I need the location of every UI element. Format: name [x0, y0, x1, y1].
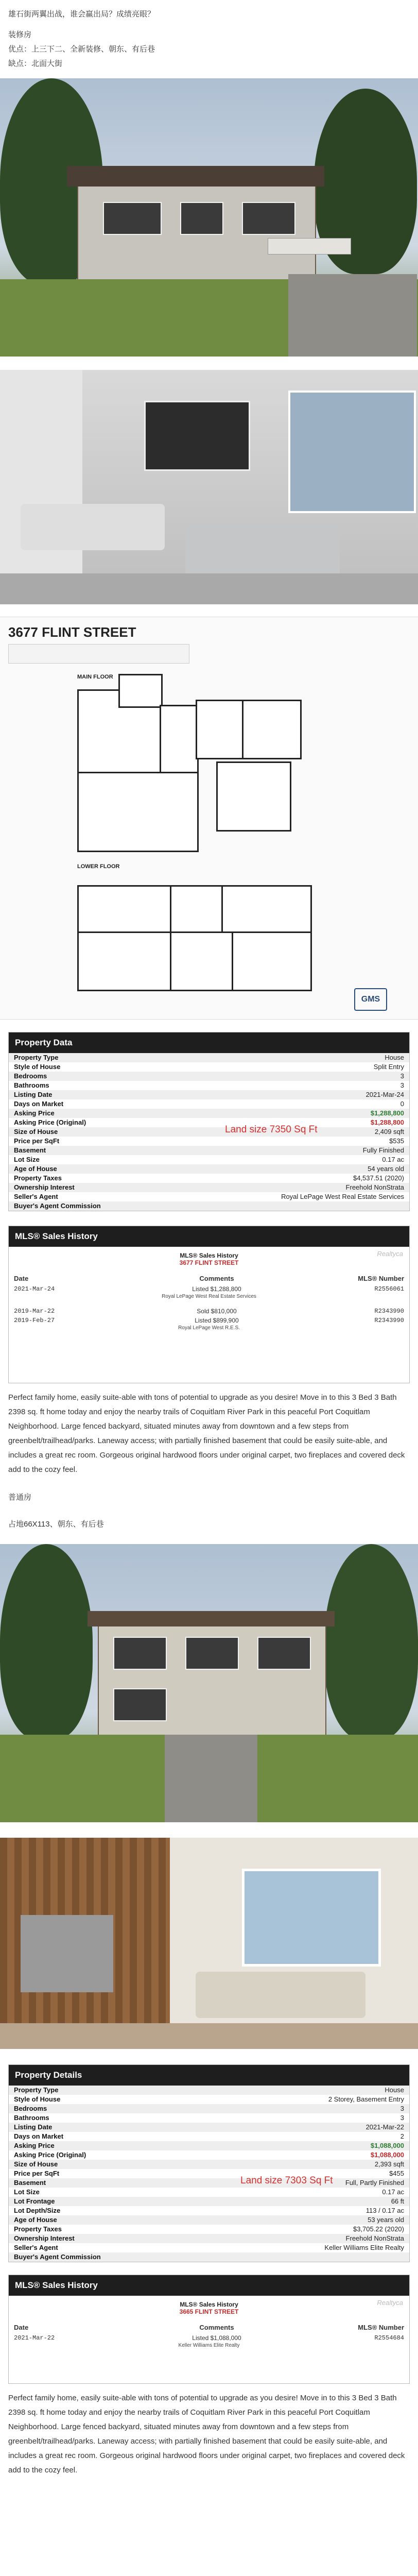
- renovated-pros: 优点：上三下二、全新装修、朝东、有后巷: [8, 45, 155, 54]
- col-comments-b: Comments: [199, 2324, 234, 2331]
- property-row: [9, 1118, 409, 1127]
- normal-house-section: [0, 1490, 418, 1532]
- property-key: Listing Date: [14, 2123, 53, 2131]
- floor-plan-address: 3677 FLINT STREET: [8, 624, 136, 640]
- interior-photo-normal: [0, 1838, 418, 2049]
- property-key: Asking Price (Original): [14, 1118, 86, 1126]
- main-floor-label: MAIN FLOOR: [77, 674, 113, 680]
- property-key: Buyer's Agent Commission: [14, 2253, 101, 2261]
- property-value: $1,088,000: [370, 2151, 404, 2159]
- property-value: Fully Finished: [362, 1146, 404, 1154]
- property-key: Basement: [14, 2179, 46, 2187]
- listing-description-b: Perfect family home, easily suite-able with tons of potential to upgrade as you desire! Move in to this 3 Bed 3 Bath 2398 sq. ft home today and enjoy the nearby trails of Coquitlam River Park in this peaceful Port Coquitlam Neighborhood. Large fenced backyard, situated minutes away from downtown and a few steps from greenbelt/trailhead/parks. Laneway access; with partially finished basement that could be easily suite-able, and includes a great rec room. Gorgeous original hardwood floors under original carpet, two fireplaces and covered deck add to the cozy feel.: [8, 2394, 405, 2475]
- area-summary-table: [8, 644, 189, 664]
- property-key: Price per SqFt: [14, 2170, 60, 2177]
- property-key: Seller's Agent: [14, 2244, 58, 2251]
- history-date: 2021-Mar-22: [14, 2334, 55, 2342]
- property-value: $1,088,000: [370, 2142, 404, 2149]
- property-value: 3: [400, 1072, 404, 1080]
- property-key: Bedrooms: [14, 1072, 47, 1080]
- listing-description: Perfect family home, easily suite-able with tons of potential to upgrade as you desire! Move in to this 3 Bed 3 Bath 2398 sq. ft home today and enjoy the nearby trails of Coquitlam River Park in this peaceful Port Coquitlam Neighborhood. Large fenced backyard, situated minutes away from downtown and a few steps from greenbelt/trailhead/parks. Laneway access; with partially finished basement that could be easily suite-able, and includes a great rec room. Gorgeous original hardwood floors under original carpet, two fireplaces and covered deck add to the cozy feel.: [8, 1393, 405, 1474]
- property-row: [9, 1192, 409, 1201]
- property-key: Seller's Agent: [14, 1193, 58, 1200]
- property-key: Ownership Interest: [14, 2234, 75, 2242]
- history-comment: Listed $1,288,800: [192, 1285, 241, 1293]
- property-key: Asking Price: [14, 2142, 55, 2149]
- property-row: [9, 2243, 409, 2252]
- property-row: [9, 2095, 409, 2104]
- description-b: [0, 2391, 418, 2478]
- col-date-b: Date: [14, 2324, 29, 2331]
- property-value: 3: [400, 2105, 404, 2112]
- property-value: $535: [389, 1137, 404, 1145]
- property-row: [9, 1183, 409, 1192]
- history-agent: Royal LePage West Real Estate Services: [162, 1294, 256, 1299]
- property-row: [9, 1155, 409, 1164]
- property-value: Freehold NonStrata: [345, 1183, 404, 1191]
- property-key: Days on Market: [14, 1100, 64, 1108]
- property-key: Property Taxes: [14, 1174, 62, 1182]
- property-row: [9, 1072, 409, 1081]
- property-key: Bathrooms: [14, 1081, 49, 1089]
- property-row: [9, 2178, 409, 2188]
- property-key: Asking Price: [14, 1109, 55, 1117]
- history-mls-number: R2554684: [374, 2334, 404, 2342]
- property-key: Bedrooms: [14, 2105, 47, 2112]
- property-key: Days on Market: [14, 2132, 64, 2140]
- history-mls-number: R2343990: [374, 1308, 404, 1315]
- property-key: Property Type: [14, 1054, 59, 1061]
- property-key: Age of House: [14, 2216, 57, 2224]
- property-value: Keller Williams Elite Realty: [324, 2244, 404, 2251]
- property-row: [9, 2197, 409, 2206]
- property-key: Lot Size: [14, 2188, 40, 2196]
- mls-history-panel-b: [8, 2275, 410, 2384]
- mls-history-row: [9, 2333, 409, 2343]
- mls-history-row: [9, 1307, 409, 1316]
- property-details-header: Property Details: [9, 2065, 409, 2086]
- property-row: [9, 2252, 409, 2262]
- mls-history-address-b: 3665 FLINT STREET: [179, 2308, 239, 2315]
- exterior-photo-renovated: [0, 78, 418, 357]
- property-key: Size of House: [14, 2160, 58, 2168]
- property-row: [9, 1201, 409, 1211]
- mls-history-panel: [8, 1226, 410, 1383]
- property-value: $1,288,800: [370, 1109, 404, 1117]
- property-value: 53 years old: [368, 2216, 404, 2224]
- property-value: $1,288,800: [370, 1118, 404, 1126]
- history-mls-number: R2556061: [374, 1285, 404, 1293]
- mls-history-address: 3677 FLINT STREET: [179, 1259, 239, 1266]
- property-value: 2 Storey, Basement Entry: [328, 2095, 404, 2103]
- property-value: Full, Partly Finished: [345, 2179, 404, 2187]
- property-row: [9, 2160, 409, 2169]
- normal-house-desc: 占地66X113、朝东、有后巷: [8, 1520, 104, 1529]
- property-row: [9, 1062, 409, 1072]
- property-key: Listing Date: [14, 1091, 53, 1098]
- mls-history-rows-b: [9, 2333, 409, 2348]
- property-key: Age of House: [14, 1165, 57, 1173]
- history-agent: Keller Williams Elite Realty: [178, 2343, 240, 2348]
- property-value: 2,393 sqft: [374, 2160, 404, 2168]
- property-key: Lot Size: [14, 1156, 40, 1163]
- col-mls-number: MLS® Number: [358, 1275, 404, 1282]
- lot-size-overlay: Land size 7350 Sq Ft: [225, 1124, 318, 1135]
- property-key: Property Type: [14, 2086, 59, 2094]
- gms-logo: GMS: [354, 988, 387, 1011]
- property-key: Size of House: [14, 1128, 58, 1136]
- property-value: House: [385, 2086, 404, 2094]
- history-agent: Royal LePage West R.E.S.: [178, 1325, 240, 1331]
- property-value: 0: [400, 1100, 404, 1108]
- col-mls-number-b: MLS® Number: [358, 2324, 404, 2331]
- property-row: [9, 2234, 409, 2243]
- history-mls-number: R2343990: [374, 1317, 404, 1324]
- property-row: [9, 1164, 409, 1174]
- floor-plan: [0, 617, 418, 1020]
- history-date: 2019-Feb-27: [14, 1317, 55, 1324]
- property-key: Buyer's Agent Commission: [14, 1202, 101, 1210]
- description-a: [0, 1391, 418, 1477]
- renovated-cons: 缺点：北面大街: [8, 59, 63, 68]
- property-details-panel: [8, 2064, 410, 2262]
- property-value: 66 ft: [391, 2197, 404, 2205]
- realtyca-brand: Realtyca: [377, 1250, 403, 1258]
- lower-floor-label: LOWER FLOOR: [77, 863, 120, 870]
- property-row: [9, 2141, 409, 2150]
- history-comment: Listed $899,900: [195, 1317, 239, 1324]
- property-row: [9, 1146, 409, 1155]
- property-key: Asking Price (Original): [14, 2151, 86, 2159]
- property-value: 2021-Mar-22: [365, 2123, 404, 2131]
- property-row: [9, 1174, 409, 1183]
- property-row: [9, 2086, 409, 2095]
- property-value: $4,537.51 (2020): [353, 1174, 404, 1182]
- interior-photo-living-room: [0, 370, 418, 604]
- property-row: [9, 2132, 409, 2141]
- property-value: 0.17 ac: [382, 2188, 404, 2196]
- property-row: [9, 2169, 409, 2178]
- property-row: [9, 2104, 409, 2113]
- property-row: [9, 1053, 409, 1062]
- mls-history-title: MLS® Sales History: [180, 1252, 238, 1259]
- property-key: Style of House: [14, 1063, 61, 1071]
- property-row: [9, 2188, 409, 2197]
- property-value: 3: [400, 2114, 404, 2122]
- property-value: 113 / 0.17 ac: [365, 2207, 404, 2214]
- property-value: House: [385, 1054, 404, 1061]
- property-value: Freehold NonStrata: [345, 2234, 404, 2242]
- property-data-panel: [8, 1032, 410, 1211]
- property-details-rows: [9, 2086, 409, 2262]
- mls-column-header: [9, 1273, 409, 1284]
- property-value: 2,409 sqft: [374, 1128, 404, 1136]
- exterior-photo-normal: [0, 1544, 418, 1822]
- property-row: [9, 1090, 409, 1099]
- property-value: $455: [389, 2170, 404, 2177]
- property-data-rows: [9, 1053, 409, 1211]
- property-key: Lot Depth/Size: [14, 2207, 61, 2214]
- col-comments: Comments: [199, 1275, 234, 1282]
- realtyca-brand-b: Realtyca: [377, 2299, 403, 2307]
- property-value: $3,705.22 (2020): [353, 2225, 404, 2233]
- property-row: [9, 2123, 409, 2132]
- property-row: [9, 2225, 409, 2234]
- property-row: [9, 2215, 409, 2225]
- history-comment: Sold $810,000: [197, 1308, 237, 1315]
- intro-section: [0, 0, 418, 71]
- property-data-header: Property Data: [9, 1032, 409, 1053]
- mls-column-header-b: [9, 2321, 409, 2333]
- property-row: [9, 2150, 409, 2160]
- property-value: 2: [400, 2132, 404, 2140]
- property-row: [9, 1127, 409, 1137]
- property-value: Split Entry: [373, 1063, 404, 1071]
- property-value: 0.17 ac: [382, 1156, 404, 1163]
- history-date: 2021-Mar-24: [14, 1285, 55, 1293]
- property-key: Property Taxes: [14, 2225, 62, 2233]
- mls-history-row: [9, 1316, 409, 1325]
- property-key: Price per SqFt: [14, 1137, 60, 1145]
- mls-history-header-b: MLS® Sales History: [9, 2275, 409, 2296]
- mls-history-header: MLS® Sales History: [9, 1226, 409, 1247]
- mls-history-title-b: MLS® Sales History: [180, 2301, 238, 2308]
- mls-history-rows: [9, 1284, 409, 1331]
- property-value: Royal LePage West Real Estate Services: [281, 1193, 404, 1200]
- renovated-title: 装修房: [8, 30, 32, 39]
- mls-history-row: [9, 1284, 409, 1294]
- property-row: [9, 2206, 409, 2215]
- history-comment: Listed $1,088,000: [192, 2334, 241, 2342]
- property-key: Basement: [14, 1146, 46, 1154]
- property-value: 3: [400, 1081, 404, 1089]
- property-row: [9, 1081, 409, 1090]
- property-key: Style of House: [14, 2095, 61, 2103]
- property-row: [9, 2113, 409, 2123]
- col-date: Date: [14, 1275, 29, 1282]
- history-date: 2019-Mar-22: [14, 1308, 55, 1315]
- property-row: [9, 1099, 409, 1109]
- intro-question: 雄石街两翼出战，谁会赢出局？成绩亮眼？: [8, 10, 155, 19]
- property-value: 54 years old: [368, 1165, 404, 1173]
- property-key: Lot Frontage: [14, 2197, 55, 2205]
- property-row: [9, 1109, 409, 1118]
- lot-size-overlay-b: Land size 7303 Sq Ft: [240, 2175, 333, 2186]
- property-key: Bathrooms: [14, 2114, 49, 2122]
- property-row: [9, 1137, 409, 1146]
- normal-house-title: 普通房: [8, 1493, 32, 1502]
- property-key: Ownership Interest: [14, 1183, 75, 1191]
- property-value: 2021-Mar-24: [365, 1091, 404, 1098]
